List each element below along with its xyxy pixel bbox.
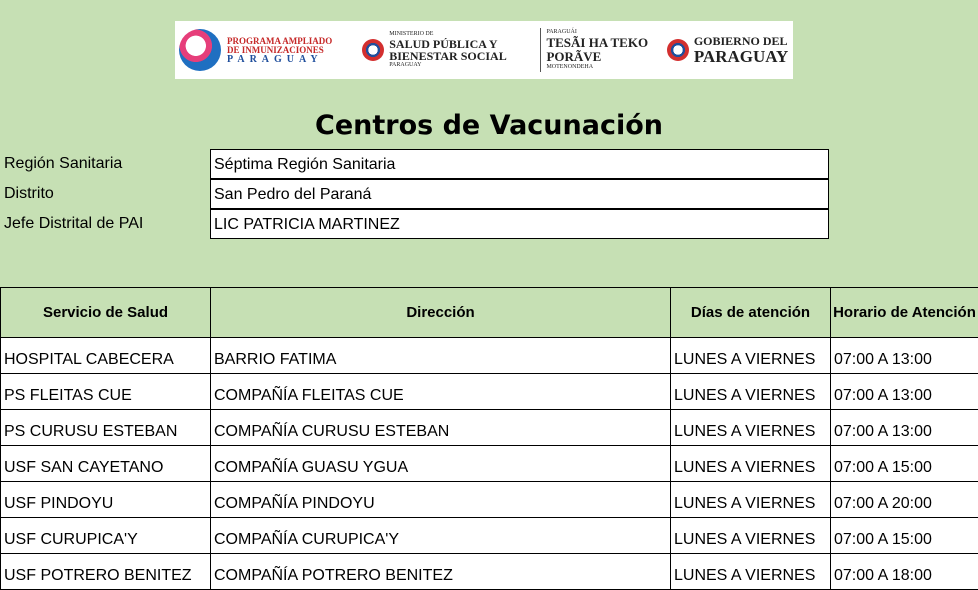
- table-row: [1, 410, 978, 446]
- pai-logo-line1: PROGRAMA AMPLIADO: [227, 35, 333, 46]
- cell-hours[interactable]: 07:00 A 13:00: [831, 338, 978, 374]
- cell-hours[interactable]: 07:00 A 20:00: [831, 482, 978, 518]
- ministry-logo-line2: BIENESTAR SOCIAL: [389, 49, 507, 63]
- ministry-logo-small: MINISTERIO DE: [389, 31, 434, 37]
- ministry-logo-line1: SALUD PÚBLICA Y: [389, 37, 498, 51]
- paraguay-seal-icon: [362, 39, 384, 61]
- cell-address[interactable]: COMPAÑÍA CURUPICA'Y: [211, 518, 671, 554]
- pai-logo: [175, 21, 332, 79]
- cell-address[interactable]: BARRIO FATIMA: [211, 338, 671, 374]
- gobierno-logo-line2: PARAGUAY: [693, 47, 789, 66]
- cell-service[interactable]: PS CURUSU ESTEBAN: [1, 410, 211, 446]
- tesai-logo-line1: TESÃI HA TEKO: [546, 35, 649, 50]
- cell-days[interactable]: LUNES A VIERNES: [671, 338, 831, 374]
- info-value[interactable]: LIC PATRICIA MARTINEZ: [210, 209, 829, 239]
- info-label: Distrito: [4, 185, 54, 202]
- info-value[interactable]: Séptima Región Sanitaria: [210, 149, 829, 179]
- pai-logo-line3: PARAGUAY: [227, 53, 323, 65]
- gobierno-logo: [653, 21, 793, 79]
- table-row: [1, 338, 978, 374]
- info-row-district: [0, 179, 978, 209]
- cell-days[interactable]: LUNES A VIERNES: [671, 482, 831, 518]
- cell-hours[interactable]: 07:00 A 15:00: [831, 518, 978, 554]
- info-row-region: [0, 149, 978, 179]
- logo-banner: [175, 21, 793, 79]
- cell-address[interactable]: COMPAÑÍA FLEITAS CUE: [211, 374, 671, 410]
- pai-emblem-icon: [179, 29, 221, 71]
- table-row: [1, 518, 978, 554]
- cell-service[interactable]: USF POTRERO BENITEZ: [1, 554, 211, 590]
- tesai-logo: [546, 21, 652, 79]
- cell-days[interactable]: LUNES A VIERNES: [671, 410, 831, 446]
- column-header-days: Días de atención: [671, 288, 831, 338]
- cell-service[interactable]: USF SAN CAYETANO: [1, 446, 211, 482]
- pai-logo-line2: DE INMUNIZACIONES: [227, 44, 324, 55]
- cell-days[interactable]: LUNES A VIERNES: [671, 446, 831, 482]
- cell-service[interactable]: USF PINDOYU: [1, 482, 211, 518]
- table-row: [1, 446, 978, 482]
- page-title: Centros de Vacunación: [315, 110, 663, 141]
- cell-address[interactable]: COMPAÑÍA GUASU YGUA: [211, 446, 671, 482]
- cell-days[interactable]: LUNES A VIERNES: [671, 554, 831, 590]
- cell-service[interactable]: HOSPITAL CABECERA: [1, 338, 211, 374]
- cell-hours[interactable]: 07:00 A 15:00: [831, 446, 978, 482]
- cell-hours[interactable]: 07:00 A 18:00: [831, 554, 978, 590]
- gobierno-logo-line1: GOBIERNO DEL: [693, 34, 788, 48]
- column-header-hours: Horario de Atención: [831, 288, 978, 338]
- cell-hours[interactable]: 07:00 A 13:00: [831, 374, 978, 410]
- ministry-logo-small2: PARAGUAY: [389, 62, 422, 68]
- info-value[interactable]: San Pedro del Paraná: [210, 179, 829, 209]
- vaccination-centers-table: [0, 287, 978, 590]
- ministry-logo: [332, 21, 533, 79]
- info-row-chief: [0, 209, 978, 239]
- cell-service[interactable]: PS FLEITAS CUE: [1, 374, 211, 410]
- cell-service[interactable]: USF CURUPICA'Y: [1, 518, 211, 554]
- table-row: [1, 482, 978, 518]
- column-header-service: Servicio de Salud: [1, 288, 211, 338]
- tesai-logo-small: PARAGUÁI: [546, 29, 577, 35]
- tesai-logo-small2: MOTENONDEHA: [546, 64, 594, 70]
- cell-days[interactable]: LUNES A VIERNES: [671, 518, 831, 554]
- cell-address[interactable]: COMPAÑÍA PINDOYU: [211, 482, 671, 518]
- logo-divider: [540, 28, 541, 72]
- cell-hours[interactable]: 07:00 A 13:00: [831, 410, 978, 446]
- cell-address[interactable]: COMPAÑÍA POTRERO BENITEZ: [211, 554, 671, 590]
- info-label: Jefe Distrital de PAI: [4, 215, 144, 232]
- paraguay-seal-icon: [667, 39, 689, 61]
- column-header-address: Dirección: [211, 288, 671, 338]
- cell-days[interactable]: LUNES A VIERNES: [671, 374, 831, 410]
- table-header-row: [1, 288, 978, 338]
- tesai-logo-line2: PORÃVE: [546, 49, 602, 64]
- info-label: Región Sanitaria: [4, 155, 123, 172]
- cell-address[interactable]: COMPAÑÍA CURUSU ESTEBAN: [211, 410, 671, 446]
- table-row: [1, 554, 978, 590]
- table-row: [1, 374, 978, 410]
